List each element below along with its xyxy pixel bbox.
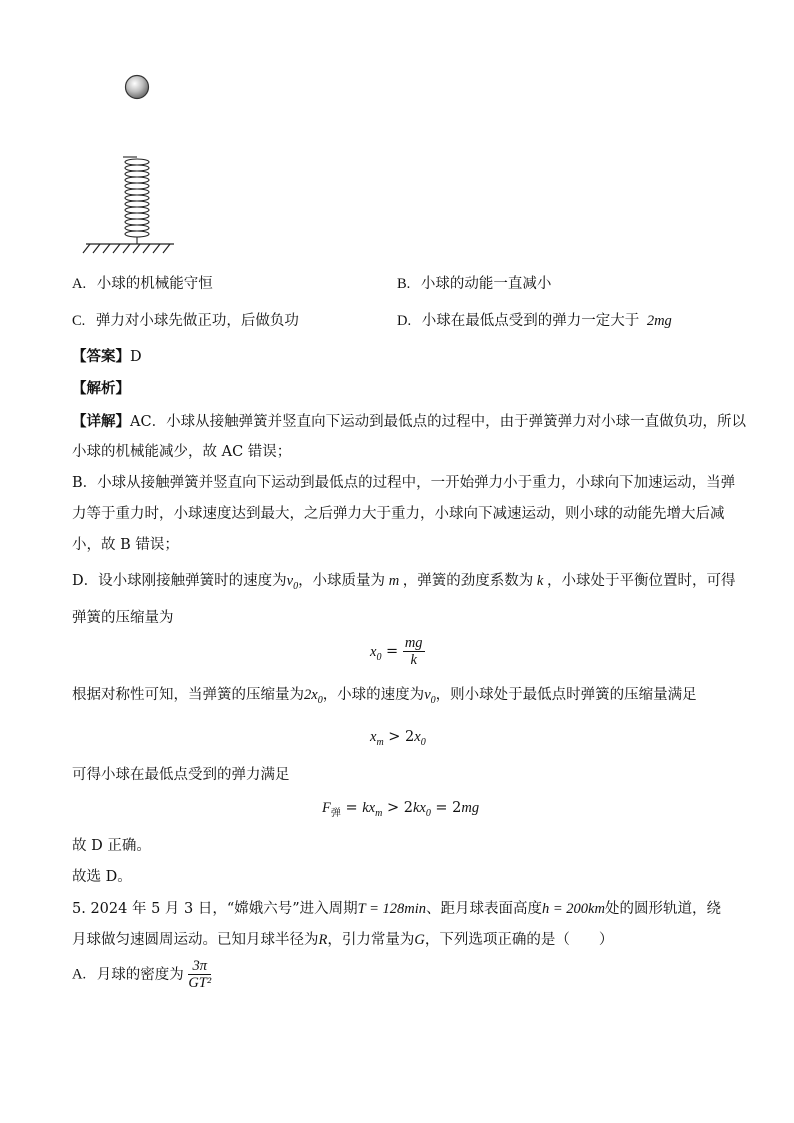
text-segment: ，下列选项正确的是（ ）	[424, 932, 614, 948]
option-c	[72, 311, 299, 331]
ball-spring-figure	[80, 70, 180, 260]
option-text: 小球的动能一直减小	[420, 276, 552, 292]
text-segment: ，小球的速度为	[322, 687, 425, 703]
option-text: 小球的机械能守恒	[96, 276, 213, 292]
detail-b-line2: 力等于重力时，小球速度达到最大，之后弹力大于重力，小球向下减速运动，则小球的动能先增大后减	[72, 506, 725, 522]
text-segment: ，则小球处于最低点时弹簧的压缩量满足	[435, 687, 697, 703]
equation-xm: $x_m > 2x_0$	[370, 729, 426, 748]
period-value: T = 128min	[357, 901, 427, 917]
detail-ac-line2: 小球的机械能减少，故 AC 错误；	[72, 444, 292, 460]
text-segment: 根据对称性可知，当弹簧的压缩量为	[72, 687, 304, 703]
fraction-numerator: 3π	[188, 958, 211, 975]
option-letter: D.	[397, 313, 412, 329]
analysis-label: 【解析】	[72, 380, 130, 397]
answer-line	[72, 347, 142, 367]
text-segment: 5. 2024 年 5 月 3 日，“嫦娥六号”进入周期	[72, 901, 358, 917]
text-segment: 、距月球表面高度	[426, 901, 543, 917]
equation-x0: $x_0$ = $\frac{mg}{k}$	[370, 635, 423, 668]
option-letter: A.	[72, 966, 87, 983]
text-segment: ，小球质量为	[298, 573, 386, 589]
ground-icon	[83, 244, 174, 253]
d-correct-line: 故 D 正确。	[72, 838, 151, 854]
option-letter: A.	[72, 276, 87, 292]
r-symbol: R	[318, 932, 328, 948]
text-segment: ，弹簧的劲度系数为	[402, 573, 534, 589]
option-letter: B.	[397, 276, 411, 292]
detail-d-line1	[72, 571, 735, 597]
m-symbol: m	[385, 573, 403, 589]
text-segment: 月球做匀速圆周运动。已知月球半径为	[72, 932, 319, 948]
density-fraction	[188, 958, 211, 991]
option-text: 弹力对小球先做正功，后做负功	[95, 313, 299, 329]
text-segment: ，引力常量为	[327, 932, 415, 948]
detail-label: 【详解】	[72, 413, 130, 430]
spring-icon	[123, 157, 149, 244]
option-d	[397, 311, 672, 331]
height-value: h = 200km	[542, 901, 605, 917]
k-symbol: k	[533, 573, 547, 589]
detail-b-line1: B．小球从接触弹簧并竖直向下运动到最低点的过程中，一开始弹力小于重力，小球向下加速运动，当弹	[72, 475, 736, 491]
option-math: 2mg	[646, 313, 672, 329]
choose-line: 故选 D。	[72, 869, 132, 885]
option-b	[397, 274, 551, 294]
symmetry-line	[72, 685, 697, 711]
v0-symbol: $v_0$	[424, 687, 436, 706]
question5-line1	[72, 899, 721, 919]
answer-label: 【答案】	[72, 348, 130, 365]
text-segment: D．设小球刚接触弹簧时的速度为	[72, 573, 287, 589]
detail-d-line2: 弹簧的压缩量为	[72, 610, 174, 626]
text-segment: ，小球处于平衡位置时，可得	[546, 573, 736, 589]
option-a	[72, 274, 213, 294]
ball-icon	[126, 76, 149, 99]
option-text: 小球在最低点受到的弹力一定大于	[421, 313, 640, 329]
force-line: 可得小球在最低点受到的弹力满足	[72, 767, 290, 783]
answer-value: D	[130, 349, 142, 365]
option-letter: C.	[72, 313, 86, 329]
option-text: 月球的密度为	[96, 966, 184, 983]
text-segment: 处的圆形轨道，绕	[604, 901, 721, 917]
equation-force: $F_弹 = kx_m > 2kx_0 = 2mg$	[322, 800, 480, 819]
fraction-denominator: GT²	[188, 975, 212, 991]
question5-option-a	[72, 958, 211, 991]
detail-ac-line1	[72, 412, 746, 432]
g-symbol: G	[414, 932, 425, 948]
question5-line2	[72, 930, 613, 950]
v0-symbol: $v_0$	[286, 573, 299, 592]
detail-b-line3: 小，故 B 错误；	[72, 537, 179, 553]
2x0-symbol: $2x_0$	[304, 687, 323, 706]
detail-text: AC．小球从接触弹簧并竖直向下运动到最低点的过程中，由于弹簧弹力对小球一直做负功，所以	[130, 414, 747, 430]
